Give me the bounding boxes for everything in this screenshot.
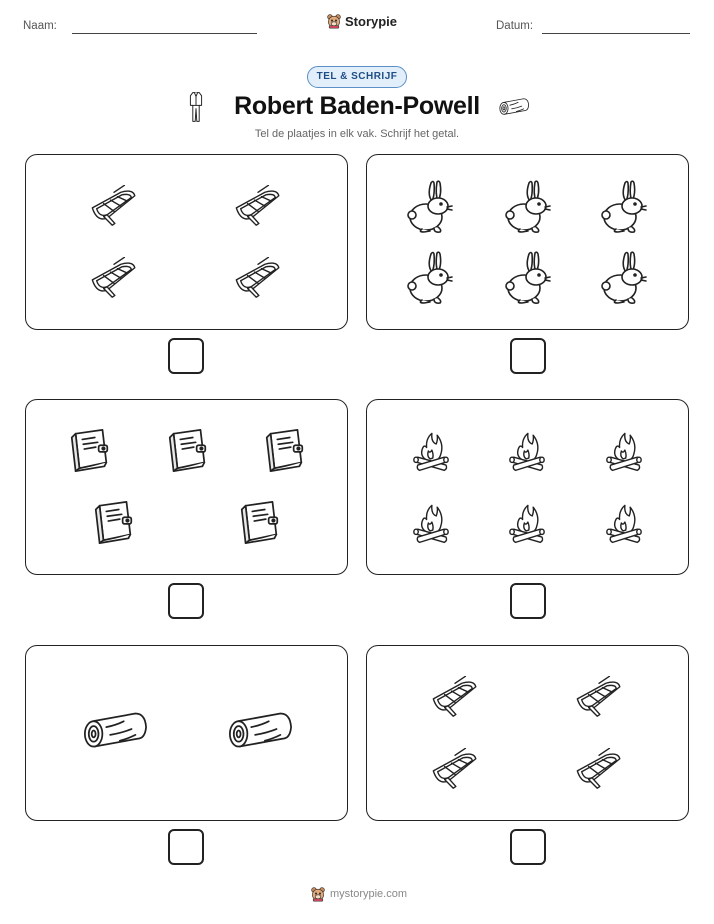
notebook-icon [66,426,114,474]
exercise-card-5 [25,645,348,821]
rabbit-icon [501,179,553,235]
campfire-icon [602,498,646,548]
rowboat-icon [429,676,481,720]
footer-url[interactable]: mystorypie.com [330,888,408,900]
campfire-icon [409,498,453,548]
answer-box-4[interactable] [510,583,546,619]
exercise-card-1 [25,154,348,330]
rabbit-icon [501,250,553,306]
notebook-icon [236,498,284,546]
notebook-icon [164,426,212,474]
answer-box-2[interactable] [510,338,546,374]
bear-mascot-icon [310,886,326,902]
log-icon [226,709,294,753]
campfire-icon [505,498,549,548]
date-label: Datum: [496,20,534,32]
rabbit-icon [597,250,649,306]
rowboat-icon [88,257,140,301]
rowboat-icon [429,748,481,792]
campfire-icon [602,426,646,476]
rowboat-icon [232,185,284,229]
answer-box-5[interactable] [168,829,204,865]
activity-badge: TEL & SCHRIJF [307,66,407,88]
rabbit-icon [403,179,455,235]
answer-box-6[interactable] [510,829,546,865]
exercise-card-6 [366,645,689,821]
brand-logo [326,13,397,29]
footer [310,886,407,902]
instruction-text: Tel de plaatjes in elk vak. Schrijf het getal. [254,128,460,140]
brand-name: Storypie [345,13,398,29]
rabbit-icon [597,179,649,235]
exercise-card-4 [366,399,689,575]
name-label: Naam: [23,20,57,32]
notebook-icon [90,498,138,546]
answer-box-3[interactable] [168,583,204,619]
exercise-card-3 [25,399,348,575]
rowboat-icon [573,748,625,792]
page-title: Robert Baden-Powell [234,92,480,120]
rowboat-icon [232,257,284,301]
rowboat-icon [88,185,140,229]
campfire-icon [409,426,453,476]
log-icon [81,709,149,753]
rowboat-icon [573,676,625,720]
bear-mascot-icon [326,13,342,29]
notebook-icon [261,426,309,474]
answer-box-1[interactable] [168,338,204,374]
name-line[interactable] [72,33,257,34]
exercise-card-2 [366,154,689,330]
log-icon [498,96,530,118]
rabbit-icon [403,250,455,306]
date-line[interactable] [542,33,690,34]
campfire-icon [505,426,549,476]
